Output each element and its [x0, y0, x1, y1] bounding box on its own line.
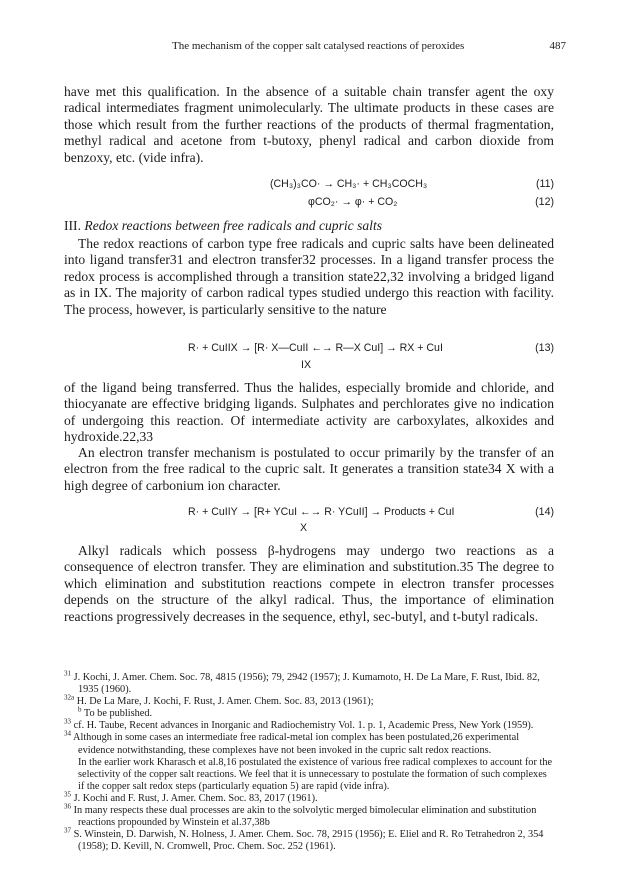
section-heading	[64, 218, 382, 234]
equation-13-text: R· + CuIIX → [R· X—CuII ←→ R—X CuI] → RX + CuI	[188, 342, 443, 354]
paragraph-5: Alkyl radicals which possess β-hydrogens may undergo two reactions as a consequence of electron transfer. They are elimination and substitution.35 The degree to which elimination and substitution reactions compete in electron transfer processes depends on the structure of the alkyl radical. Thus, the importance of elimination reactions progressively decreases in the sequence, ethyl, sec-butyl, and t-butyl radicals.	[64, 543, 554, 624]
equation-14-number: (14)	[535, 506, 554, 518]
equation-12-number: (12)	[535, 196, 554, 208]
equation-12-text: φCO₂· → φ· + CO₂	[308, 196, 398, 208]
equation-13	[64, 342, 554, 358]
paragraph-2: The redox reactions of carbon type free radicals and cupric salts have been delineated into ligand transfer31 and electron transfer32 processes. In a ligand transfer process the redox process is accomplished through a transition state22,32 involving a bridged ligand as in IX. The majority of carbon radical types studied undergo this reaction with facility. The process, however, is particularly sensitive to the nature	[64, 236, 554, 317]
footnote: $^{33}$ cf. H. Taube, Recent advances in Inorganic and Radiochemistry Vol. 1. p. 1, Academic Press, New York (1959).	[64, 717, 534, 732]
equation-11	[64, 178, 554, 194]
equation-11-number: (11)	[535, 178, 554, 190]
page-number: 487	[549, 40, 566, 52]
equation-14	[64, 506, 554, 522]
footnote: In the earlier work Kharasch et al.8,16 postulated the existence of various free radical complexes to account for the selectivity of the copper salt reactions. We feel that it is unnecessary to postulate the formation of such complexes if the copper salt redox steps (particularly equation 5) are rapid (vide infra).	[78, 756, 553, 792]
equation-11-text: (CH₃)₃CO· → CH₃· + CH₃COCH₃	[270, 178, 428, 190]
footnote: $^{37}$ S. Winstein, D. Darwish, N. Holness, J. Amer. Chem. Soc. 78, 2915 (1956); E. Eliel and R. Ro Tetrahedron 2, 354 (1958); D. Kevill, N. Cromwell, Proc. Chem. Soc. 252 (1961).	[64, 826, 544, 853]
paragraph-1: have met this qualification. In the absence of a suitable chain transfer agent the oxy radical intermediates fragment unimolecularly. The ultimate products in these cases are those which result from the further reactions of the products of thermal fragmentation, methyl radical and acetone from t-butoxy, phenyl radical and carbon dioxide from benzoxy, etc. (vide infra).	[64, 84, 554, 165]
equation-14-label: X	[300, 522, 308, 534]
equation-13-number: (13)	[535, 342, 554, 354]
footnote: $^{32a}$ H. De La Mare, J. Kochi, F. Rust, J. Amer. Chem. Soc. 83, 2013 (1961);	[64, 693, 374, 708]
header-title: The mechanism of the copper salt catalysed reactions of peroxides	[172, 40, 465, 52]
section-title: Redox reactions between free radicals and cupric salts	[84, 218, 383, 233]
equation-13-label: IX	[301, 359, 312, 371]
paragraph-3: of the ligand being transferred. Thus the halides, especially bromide and chloride, and thiocyanate are effective bridging ligands. Sulphates and perchlorates give no indication of undergoing this reaction. Of intermediate activity are carboxylates, alkoxides and hydroxide.22,33	[64, 380, 554, 445]
equation-14-text: R· + CuIIY → [R+ YCuI ←→ R· YCuII] → Products + CuI	[188, 506, 455, 518]
footnote: $^{34}$ Although in some cases an intermediate free radical-metal ion complex has been postulated,26 experimental evidence notwithstanding, these complexes have not been invoked in the cupric salt redox reactions.	[64, 730, 520, 756]
footnote: $^{36}$ In many respects these dual processes are akin to the solvolytic merged bimolecular elimination and substitution reactions propounded by Winstein et al.37,38b	[64, 802, 537, 829]
equation-12	[64, 196, 554, 212]
footnote: $^{35}$ J. Kochi and F. Rust, J. Amer. Chem. Soc. 83, 2017 (1961).	[64, 790, 318, 804]
footnote: $^b$ To be published.	[78, 705, 153, 720]
section-number: III.	[64, 218, 81, 233]
running-header	[172, 40, 566, 56]
footnotes	[64, 669, 554, 853]
footnote: $^{31}$ J. Kochi, J. Amer. Chem. Soc. 78, 4815 (1956); 79, 2942 (1957); J. Kumamoto, H. De La Mare, F. Rust, Ibid. 82, 1935 (1960).	[64, 669, 540, 696]
paragraph-4: An electron transfer mechanism is postulated to occur primarily by the transfer of an electron from the free radical to the cupric salt. It generates a transition state34 X with a high degree of carbonium ion character.	[64, 445, 554, 493]
